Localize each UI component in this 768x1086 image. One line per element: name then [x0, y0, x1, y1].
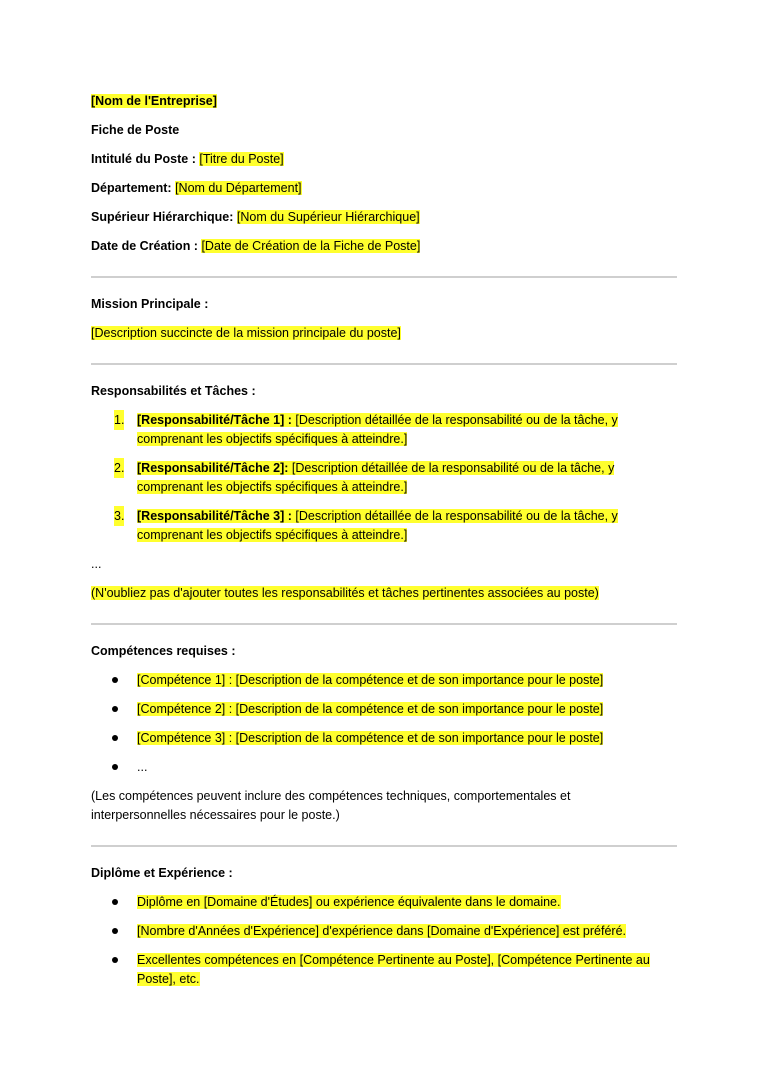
company-name: [Nom de l'Entreprise]	[91, 94, 217, 108]
responsibilities-heading: Responsabilités et Tâches :	[91, 384, 256, 398]
education-item-continued: Poste], etc.	[137, 972, 200, 986]
education-item: Diplôme en [Domaine d'Études] ou expérience équivalente dans le domaine.	[137, 895, 561, 909]
field-label: Département:	[91, 181, 172, 195]
responsibility-item	[137, 458, 614, 478]
item-title: [Responsabilité/Tâche 1] :	[137, 413, 292, 427]
divider	[91, 276, 677, 278]
responsibilities-note: (N'oubliez pas d'ajouter toutes les responsabilités et tâches pertinentes associées au poste)	[91, 586, 599, 600]
education-item: Excellentes compétences en [Compétence Pertinente au Poste], [Compétence Pertinente au	[137, 953, 650, 967]
responsibility-item-continued: comprenant les objectifs spécifiques à atteindre.]	[137, 480, 408, 494]
responsibility-item-continued: comprenant les objectifs spécifiques à atteindre.]	[137, 528, 408, 542]
list-number: 3.	[114, 506, 124, 526]
field-creation-date	[91, 236, 420, 256]
item-title: [Responsabilité/Tâche 2]:	[137, 461, 289, 475]
field-value: [Nom du Département]	[175, 181, 302, 195]
skill-item: [Compétence 3] : [Description de la compétence et de son importance pour le poste]	[137, 731, 604, 745]
bullet-icon	[112, 735, 118, 741]
divider	[91, 845, 677, 847]
field-job-title	[91, 149, 284, 169]
education-item: [Nombre d'Années d'Expérience] d'expérience dans [Domaine d'Expérience] est préféré.	[137, 924, 626, 938]
field-value: [Titre du Poste]	[199, 152, 284, 166]
bullet-icon	[112, 957, 118, 963]
responsibility-item-continued: comprenant les objectifs spécifiques à atteindre.]	[137, 432, 408, 446]
skills-note: (Les compétences peuvent inclure des compétences techniques, comportementales et	[91, 789, 571, 803]
list-number: 1.	[114, 410, 124, 430]
field-department	[91, 178, 302, 198]
field-value: [Date de Création de la Fiche de Poste]	[201, 239, 421, 253]
education-heading: Diplôme et Expérience :	[91, 866, 233, 880]
skills-heading: Compétences requises :	[91, 644, 236, 658]
item-text: [Description détaillée de la responsabilité ou de la tâche, y	[291, 509, 618, 523]
bullet-icon	[112, 764, 118, 770]
field-value: [Nom du Supérieur Hiérarchique]	[236, 210, 420, 224]
responsibility-item	[137, 506, 618, 526]
bullet-icon	[112, 677, 118, 683]
skill-item: [Compétence 1] : [Description de la compétence et de son importance pour le poste]	[137, 673, 604, 687]
mission-text: [Description succincte de la mission principale du poste]	[91, 326, 401, 340]
field-label: Date de Création :	[91, 239, 198, 253]
field-label: Supérieur Hiérarchique:	[91, 210, 234, 224]
item-text: [Description détaillée de la responsabilité ou de la tâche, y	[288, 461, 615, 475]
responsibilities-ellipsis: ...	[91, 557, 102, 571]
skill-item: [Compétence 2] : [Description de la compétence et de son importance pour le poste]	[137, 702, 604, 716]
list-number: 2.	[114, 458, 124, 478]
bullet-icon	[112, 928, 118, 934]
divider	[91, 363, 677, 365]
item-text: [Description détaillée de la responsabilité ou de la tâche, y	[291, 413, 618, 427]
field-supervisor	[91, 207, 420, 227]
skills-note-continued: interpersonnelles nécessaires pour le poste.)	[91, 808, 340, 822]
skill-item: ...	[137, 760, 148, 774]
divider	[91, 623, 677, 625]
responsibility-item	[137, 410, 618, 430]
bullet-icon	[112, 706, 118, 712]
mission-heading: Mission Principale :	[91, 297, 209, 311]
field-label: Intitulé du Poste :	[91, 152, 196, 166]
bullet-icon	[112, 899, 118, 905]
doc-title: Fiche de Poste	[91, 123, 180, 137]
item-title: [Responsabilité/Tâche 3] :	[137, 509, 292, 523]
